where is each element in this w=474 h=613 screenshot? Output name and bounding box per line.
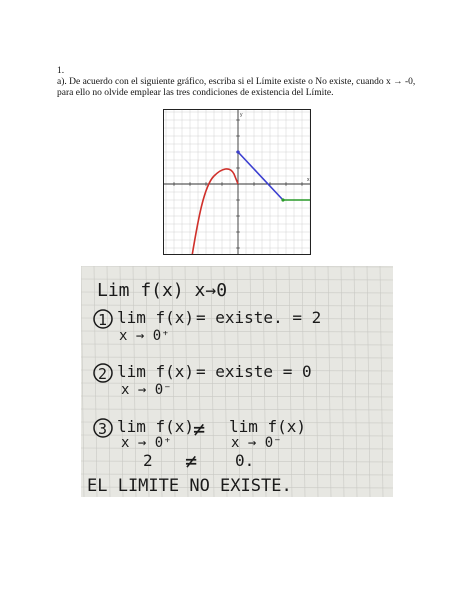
- point-junction: [281, 198, 284, 201]
- hw-cond3-right-lim: lim f(x): [229, 417, 307, 436]
- hw-cond3-neq: ≠: [193, 417, 206, 441]
- x-axis-letter: x: [307, 177, 310, 183]
- hw-conclusion: EL LIMITE NO EXISTE.: [87, 476, 292, 496]
- hw-cond1-number: 1: [98, 311, 108, 329]
- hw-cond2-lim: lim f(x): [117, 362, 195, 381]
- parabola-branch: [192, 169, 238, 255]
- hw-cond3-right-approach: x → 0⁻: [231, 435, 282, 451]
- point-at-zero-right: [236, 150, 239, 153]
- y-axis-letter: y: [240, 112, 243, 118]
- hw-cond3-left-lim: lim f(x): [117, 417, 195, 436]
- hw-value-neq: ≠: [185, 449, 198, 473]
- hw-cond2-approach: x → 0⁻: [121, 382, 172, 398]
- photo-svg: [81, 266, 393, 497]
- question-text-line-1: a). De acuerdo con el siguiente gráfico, escriba si el Límite existe o No existe, cuando x → -0,: [57, 77, 416, 87]
- hw-value-left: 2: [143, 451, 153, 470]
- hw-cond1-lim: lim f(x): [117, 308, 195, 327]
- hw-value-right: 0.: [235, 451, 255, 470]
- hw-cond3-number: 3: [98, 420, 108, 438]
- hw-cond2-number: 2: [98, 365, 108, 383]
- hw-cond3-left-approach: x → 0⁺: [121, 435, 172, 451]
- hw-title: Lim f(x) x→0: [97, 280, 228, 301]
- graph-svg: [164, 110, 311, 255]
- question-text-line-2: para ello no olvide emplear las tres condiciones de existencia del Límite.: [57, 88, 334, 98]
- handwritten-answer-photo: [81, 266, 393, 497]
- hw-cond1-approach: x → 0⁺: [119, 328, 170, 344]
- function-graph: [163, 109, 311, 255]
- hw-cond1-text: = existe. = 2: [196, 308, 322, 327]
- hw-cond2-text: = existe = 0: [196, 362, 312, 381]
- question-number: 1.: [57, 66, 65, 76]
